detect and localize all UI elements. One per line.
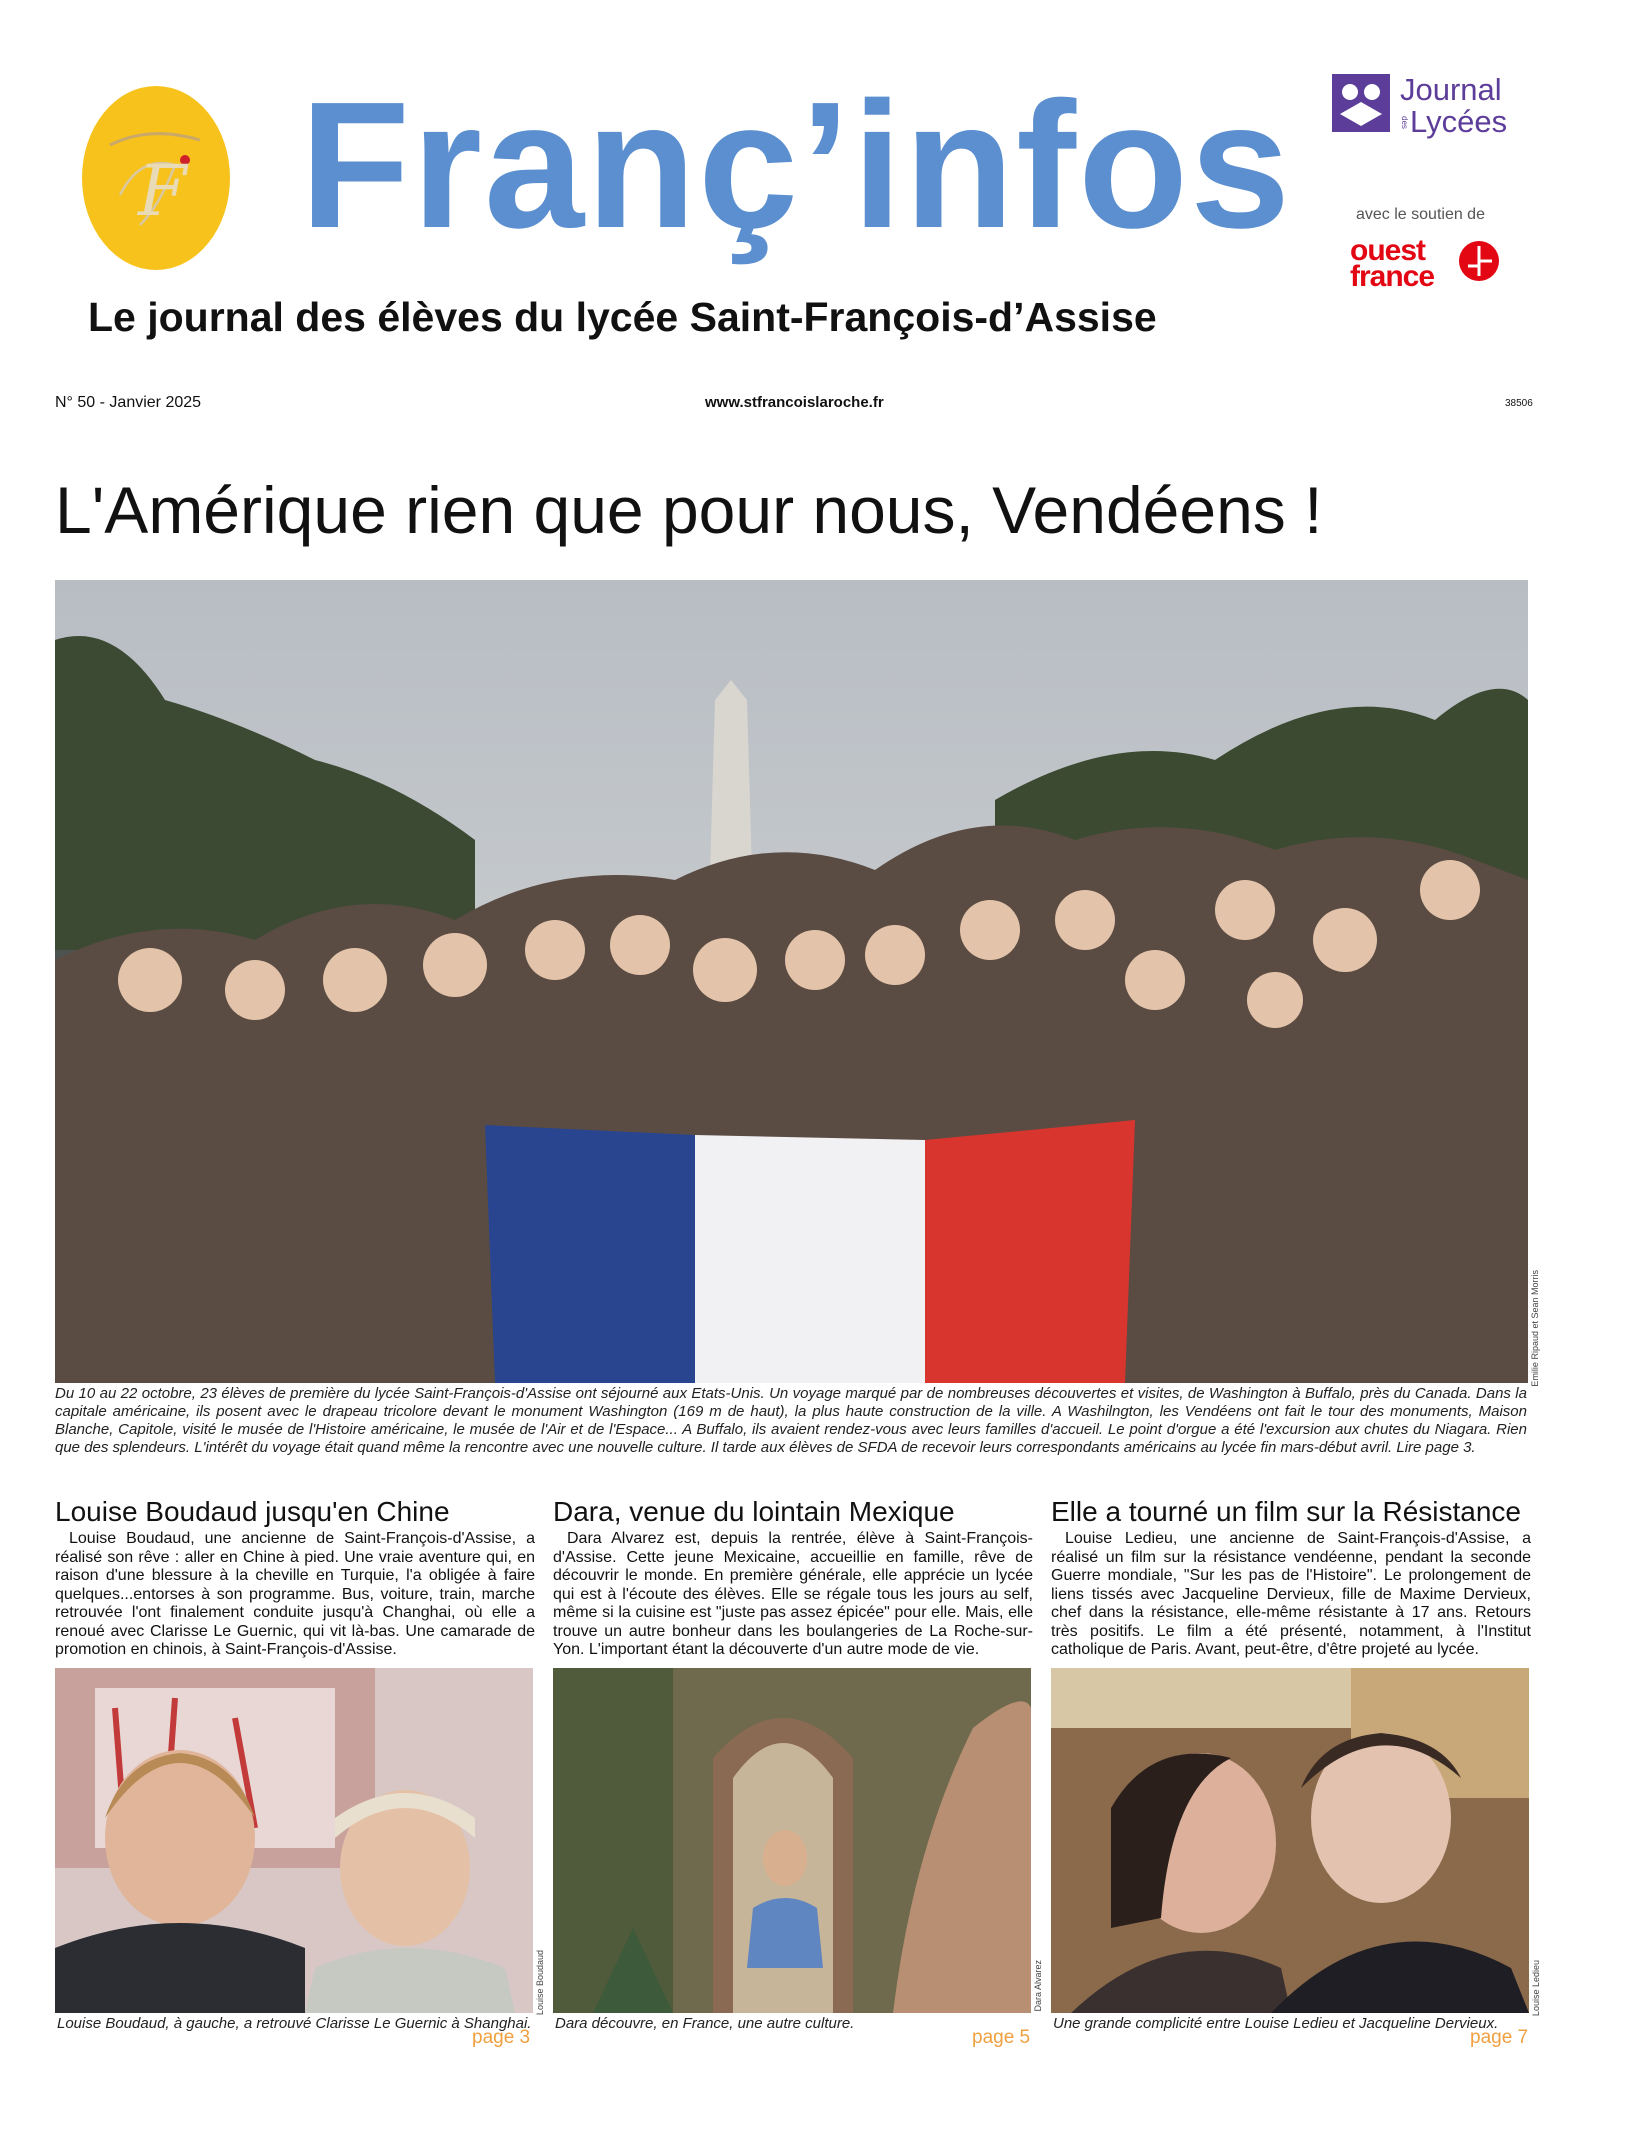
issue-number: N° 50 - Janvier 2025 (55, 394, 202, 411)
ouest-france-logo-icon (1458, 240, 1500, 282)
partner-des-word: des (1400, 116, 1409, 129)
article-2-photo (553, 1668, 1031, 2013)
lead-caption: Du 10 au 22 octobre, 23 élèves de première du lycée Saint-François-d'Assise ont séjourné aux Etats-Unis. Un voyage marqué par de nombreuses découvertes et visites, de Washington à Buffalo, près du Canada. Dans la capitale américaine, ils posent avec le drapeau tricolore devant le monument Washington (169 m de haut), la plus haute construction de la ville. A Washilngton, les Vendéens ont fait le tour des monuments, Maison Blanche, Capitole, visité le musée de l'Histoire américaine, le musée de l'Air et de l'Espace... A Buffalo, ils avaient rendez-vous avec leurs familles d'accueil. Le point d'orgue a été l'excursion aux chutes du Niagara. Rien que des splendeurs. L'intérêt du voyage était quand même la rencontre avec une nouvelle culture. Il tarde aux élèves de SFDA de recevoir leurs correspondants américains au lycée fin mars-début avril. Lire page 3. (55, 1385, 1527, 1456)
journal-des-lycees-logo-icon (1332, 74, 1390, 132)
school-logo (80, 85, 232, 272)
partner-journal-word: Journal (1400, 72, 1502, 107)
article-2-photo-credit: Dara Alvarez (1033, 1960, 1043, 2012)
article-3-photo (1051, 1668, 1529, 2013)
support-text: avec le soutien de (1356, 206, 1485, 223)
article-1-page-ref[interactable]: page 3 (472, 2027, 531, 2048)
lead-headline: L'Amérique rien que pour nous, Vendéens ! (55, 473, 1323, 547)
article-1-photo (55, 1668, 533, 2013)
masthead-title: Franç’infos (300, 65, 1293, 266)
masthead-subtitle: Le journal des élèves du lycée Saint-François-d’Assise (88, 294, 1157, 340)
ouest-france-wordmark: ouest france (1350, 234, 1435, 293)
article-2-text: Dara Alvarez est, depuis la rentrée, élève à Saint-François-d'Assise. Cette jeune Mexicaine, accueillie en famille, rêve de découvrir le monde. En première générale, elle apprécie un lycée qui est à l'écoute des élèves. Elle se régale tous les jours au self, même si la cuisine est "juste pas assez épicée" pour elle. Mais, elle trouve un autre bonheur dans les boulangeries de La Roche-sur-Yon. L'important étant la découverte d'un autre mode de vie. (553, 1530, 1033, 1658)
article-1-caption: Louise Boudaud, à gauche, a retrouvé Clarisse Le Guernic à Shanghai. (57, 2015, 532, 2032)
article-3-photo-credit: Louise Ledieu (1531, 1960, 1541, 2017)
article-2-title: Dara, venue du lointain Mexique (553, 1496, 955, 1527)
issue-code: 38506 (1505, 398, 1533, 409)
article-3-text: Louise Ledieu, une ancienne de Saint-François-d'Assise, a réalisé un film sur la résistance vendéenne, pendant la seconde Guerre mondiale, "Sur les pas de l'Histoire". Le prolongement de liens tissés avec Jacqueline Dervieux, fille de Maxime Dervieux, chef dans la résistance, elle-même résistante à 17 ans. Retours très positifs. Le film a été présenté, notamment, à l'Institut catholique de Paris. Avant, peut-être, d'être projeté au lycée. (1051, 1530, 1531, 1658)
article-1-title: Louise Boudaud jusqu'en Chine (55, 1496, 450, 1527)
website-link[interactable]: www.stfrancoislaroche.fr (705, 394, 884, 411)
article-3-title: Elle a tourné un film sur la Résistance (1051, 1496, 1521, 1527)
article-1-photo-credit: Louise Boudaud (535, 1950, 545, 2016)
lead-photo-credit: Emilie Ripaud et Sean Morris (1530, 1270, 1540, 1387)
article-1-text: Louise Boudaud, une ancienne de Saint-François-d'Assise, a réalisé son rêve : aller en Chine à pied. Une vraie aventure qui, en raison d'une blessure à la cheville en Turquie, l'a obligée à faire quelques...entorses à son programme. Bus, voiture, train, marche retrouvée l'ont finalement conduite jusqu'à Changhai, où elle a renoué avec Clarisse Le Guernic, qui vit là-bas. Une camarade de promotion en chinois, à Saint-François-d'Assise. (55, 1530, 535, 1658)
logo-letter: F (138, 150, 187, 232)
article-3-page-ref[interactable]: page 7 (1470, 2027, 1529, 2048)
article-3-caption: Une grande complicité entre Louise Ledieu et Jacqueline Dervieux. (1053, 2015, 1499, 2032)
partner-lycees-word: Lycées (1410, 104, 1508, 139)
article-2-caption: Dara découvre, en France, une autre culture. (555, 2015, 855, 2032)
article-2-page-ref[interactable]: page 5 (972, 2027, 1031, 2048)
lead-photo-group-with-flag (55, 580, 1528, 1383)
